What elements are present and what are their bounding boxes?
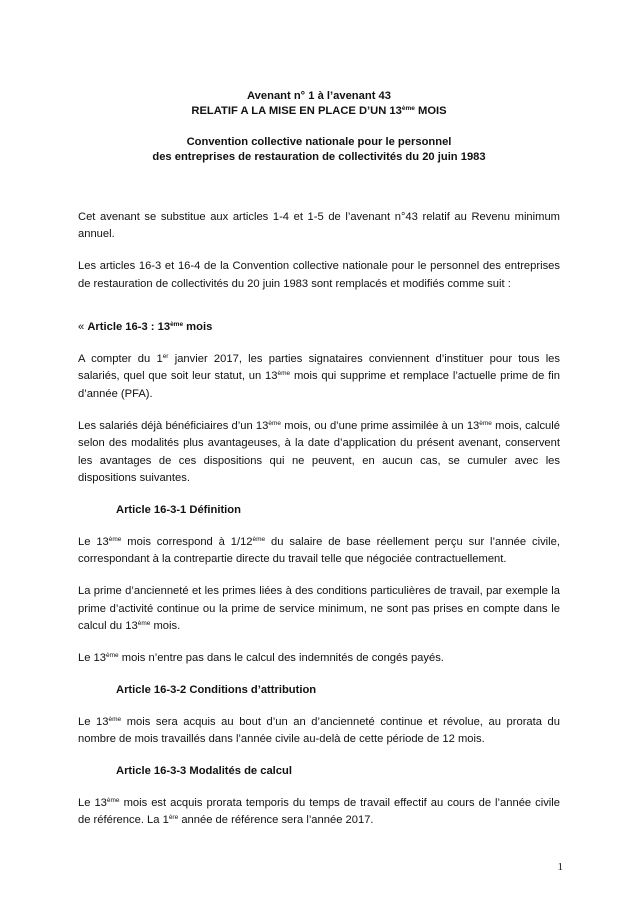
section-paragraph: Le 13ème mois correspond à 1/12ème du salaire de base réellement perçu sur l’année civile, correspondant à la contrepartie directe du travail telle que négociée contractuellement. [78,535,560,566]
page-number: 1 [557,861,563,873]
document-header [60,89,578,165]
amendment-title: Avenant n° 1 à l’avenant 43 [247,90,391,102]
amendment-subject: RELATIF A LA MISE EN PLACE D’UN 13ème MOIS [191,105,447,117]
section-heading-conditions: Article 16-3-2 Conditions d’attribution [116,683,317,696]
convention-title-line2: des entreprises de restauration de collectivités du 20 juin 1983 [152,151,486,163]
section-paragraph: La prime d’ancienneté et les primes liées à des conditions particulières de travail, par exemple la prime d’activité continue ou la prime de service minimum, ne sont pas prises en compte dans le calcul du 13ème mois. [78,585,560,632]
article-paragraph: A compter du 1er janvier 2017, les parties signataires conviennent d’instituer pour tous les salariés, quel que soit leur statut, un 13ème mois qui supprime et remplace l’actuelle prime de fin d’année (PFA). [78,353,560,400]
section-paragraph: Le 13ème mois sera acquis au bout d’un an d’ancienneté continue et révolue, au prorata du nombre de mois travaillés dans l’année civile au-delà de cette période de 12 mois. [78,715,560,746]
convention-title-line1: Convention collective nationale pour le personnel [186,136,452,148]
section-heading-definition: Article 16-3-1 Définition [116,503,241,516]
section-paragraph: Le 13ème mois est acquis prorata temporis du temps de travail effectif au cours de l’année civile de référence. La 1ère année de référence sera l’année 2017. [78,796,561,827]
intro-paragraph: Cet avenant se substitue aux articles 1-4 et 1-5 de l’avenant n°43 relatif au Revenu minimum annuel. [78,211,560,241]
article-heading: « Article 16-3 : 13ème mois [78,321,213,334]
section-heading-calculation: Article 16-3-3 Modalités de calcul [116,764,292,777]
section-paragraph: Le 13ème mois n’entre pas dans le calcul des indemnités de congés payés. [78,651,444,664]
intro-paragraph: Les articles 16-3 et 16-4 de la Convention collective nationale pour le personnel des entreprises de restauration de collectivités du 20 juin 1983 sont remplacés et modifiés comme suit : [78,260,560,290]
document-body [78,209,560,844]
article-paragraph: Les salariés déjà bénéficiaires d’un 13ème mois, ou d’une prime assimilée à un 13ème mois, calculé selon des modalités plus avantageuses, à la date d’application du présent avenant, conservent les avantages de ces dispositions qui ne peuvent, en aucun cas, se cumuler avec les dispositions suivantes. [78,419,560,484]
